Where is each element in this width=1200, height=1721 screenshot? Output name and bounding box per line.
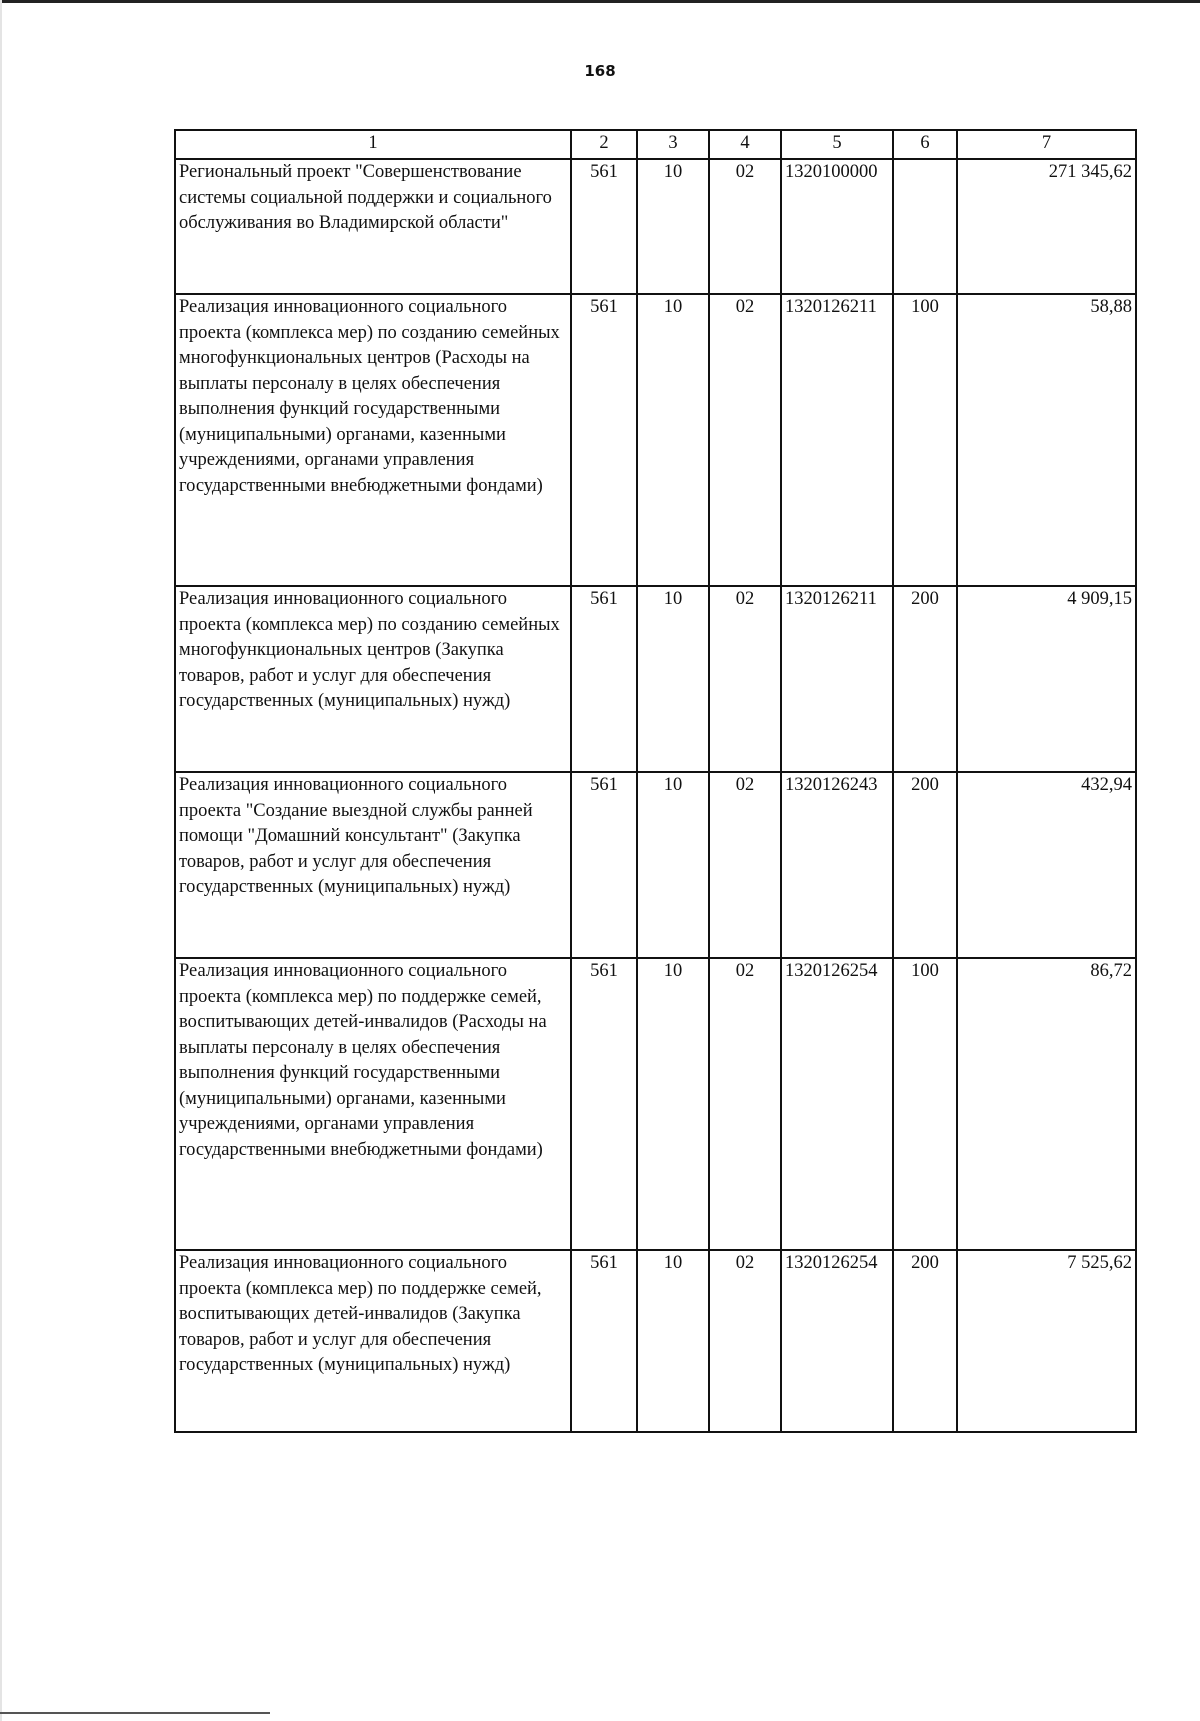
row-col-2: 561 [571,294,637,586]
row-col-2: 561 [571,772,637,958]
row-description: Реализация инновационного социального проекта (комплекса мер) по поддержке семей, воспитывающих детей-инвалидов (Расходы на выплаты персоналу в целях обеспечения выполнения функций государственными (муниципальными) органами, казенными учреждениями, органами управления государственными внебюджетными фондами) [175,958,571,1250]
row-col-6: 200 [893,772,957,958]
table-row [175,586,1136,772]
row-col-3: 10 [637,586,709,772]
header-col-2: 2 [571,130,637,159]
row-description: Реализация инновационного социального проекта "Создание выездной службы ранней помощи "Домашний консультант" (Закупка товаров, работ и услуг для обеспечения государственных (муниципальных) нужд) [175,772,571,958]
row-description: Реализация инновационного социального проекта (комплекса мер) по поддержке семей, воспитывающих детей-инвалидов (Закупка товаров, работ и услуг для обеспечения государственных (муниципальных) нужд) [175,1250,571,1432]
row-col-5: 1320100000 [781,159,893,294]
row-col-5: 1320126243 [781,772,893,958]
table-row [175,159,1136,294]
row-col-7: 432,94 [957,772,1136,958]
row-col-7: 7 525,62 [957,1250,1136,1432]
table-row [175,772,1136,958]
row-col-4: 02 [709,586,781,772]
row-col-7: 58,88 [957,294,1136,586]
header-col-5: 5 [781,130,893,159]
header-col-4: 4 [709,130,781,159]
row-col-2: 561 [571,586,637,772]
table-row [175,294,1136,586]
row-col-2: 561 [571,1250,637,1432]
row-col-7: 271 345,62 [957,159,1136,294]
top-border-line [0,0,1200,3]
table-row [175,1250,1136,1432]
row-col-7: 4 909,15 [957,586,1136,772]
row-col-3: 10 [637,1250,709,1432]
row-col-3: 10 [637,159,709,294]
row-col-5: 1320126254 [781,1250,893,1432]
row-col-4: 02 [709,294,781,586]
budget-table [174,129,1137,1433]
row-col-6 [893,159,957,294]
row-col-3: 10 [637,772,709,958]
row-col-4: 02 [709,958,781,1250]
row-description: Реализация инновационного социального проекта (комплекса мер) по созданию семейных многофункциональных центров (Расходы на выплаты персоналу в целях обеспечения выполнения функций государственными (муниципальными) органами, казенными учреждениями, органами управления государственными внебюджетными фондами) [175,294,571,586]
row-col-5: 1320126211 [781,586,893,772]
table-row [175,958,1136,1250]
row-col-6: 100 [893,958,957,1250]
header-row [175,130,1136,159]
row-col-3: 10 [637,958,709,1250]
row-col-2: 561 [571,958,637,1250]
row-col-2: 561 [571,159,637,294]
row-col-7: 86,72 [957,958,1136,1250]
row-col-5: 1320126254 [781,958,893,1250]
page-number: 168 [584,62,616,80]
row-col-6: 200 [893,1250,957,1432]
header-col-1: 1 [175,130,571,159]
bottom-scan-line [0,1712,270,1714]
row-col-6: 200 [893,586,957,772]
header-col-7: 7 [957,130,1136,159]
row-description: Региональный проект "Совершенствование системы социальной поддержки и социального обслуживания во Владимирской области" [175,159,571,294]
row-description: Реализация инновационного социального проекта (комплекса мер) по созданию семейных многофункциональных центров (Закупка товаров, работ и услуг для обеспечения государственных (муниципальных) нужд) [175,586,571,772]
row-col-3: 10 [637,294,709,586]
header-col-3: 3 [637,130,709,159]
row-col-6: 100 [893,294,957,586]
left-scan-edge [0,0,2,1721]
row-col-4: 02 [709,1250,781,1432]
header-col-6: 6 [893,130,957,159]
row-col-4: 02 [709,159,781,294]
row-col-5: 1320126211 [781,294,893,586]
row-col-4: 02 [709,772,781,958]
